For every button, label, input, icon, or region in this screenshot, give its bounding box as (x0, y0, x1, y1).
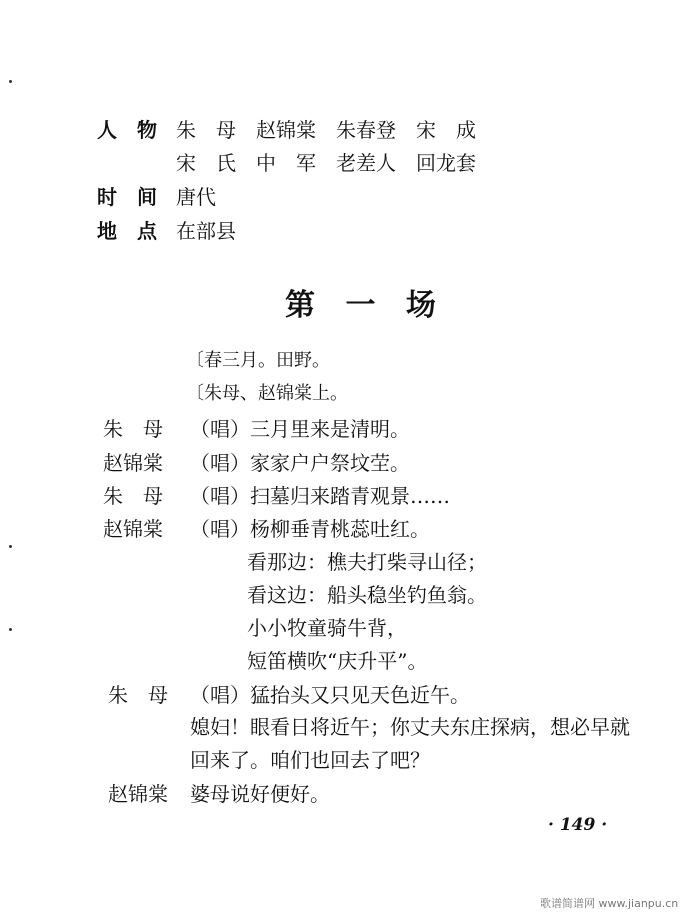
speaker-name: 朱 母 (103, 484, 163, 508)
margin-dot (9, 80, 12, 83)
verse-line: 看这边：船头稳坐钓鱼翁。 (247, 583, 487, 607)
speaker-name: 赵锦棠 (103, 451, 163, 475)
time-value: 唐代 (176, 185, 216, 209)
verse-line: 短笛横吹“庆升平”。 (247, 649, 428, 673)
persons-label: 人 物 (97, 118, 157, 142)
place-value: 在部县 (176, 219, 236, 243)
dialogue-line: （唱）猛抬头又只见天色近午。 (190, 683, 470, 707)
dialogue-line: 婆母说好便好。 (190, 782, 330, 806)
margin-dot (9, 628, 12, 631)
time-label: 时 间 (97, 185, 157, 209)
place-label: 地 点 (97, 219, 157, 243)
speaker-name: 朱 母 (103, 417, 163, 441)
stage-direction: 〔朱母、赵锦棠上。 (186, 383, 348, 404)
page-number: · 149 · (548, 815, 608, 835)
stage-direction: 〔春三月。田野。 (186, 350, 330, 371)
verse-line: 小小牧童骑牛背， (247, 616, 407, 640)
persons-line-2: 宋 氏 中 军 老差人 回龙套 (176, 151, 476, 175)
persons-line-1: 朱 母 赵锦棠 朱春登 宋 成 (176, 118, 476, 142)
dialogue-line: （唱）扫墓归来踏青观景…… (190, 484, 450, 508)
speaker-name: 赵锦棠 (108, 782, 168, 806)
speaker-name: 赵锦棠 (103, 517, 163, 541)
speech-line: 回来了。咱们也回去了吧？ (190, 748, 430, 772)
dialogue-line: （唱）杨柳垂青桃蕊吐红。 (190, 517, 430, 541)
scene-title: 第 一 场 (285, 288, 446, 323)
dialogue-line: （唱）家家户户祭坟茔。 (190, 451, 410, 475)
margin-dot (9, 545, 12, 548)
speaker-name: 朱 母 (108, 683, 168, 707)
verse-line: 看那边：樵夫打柴寻山径； (247, 550, 487, 574)
dialogue-line: （唱）三月里来是清明。 (190, 417, 410, 441)
watermark-text: 歌谱简谱网 www.jianpu.cn (540, 897, 679, 910)
speech-line: 媳妇！眼看日将近午；你丈夫东庄探病，想必早就 (190, 715, 630, 739)
